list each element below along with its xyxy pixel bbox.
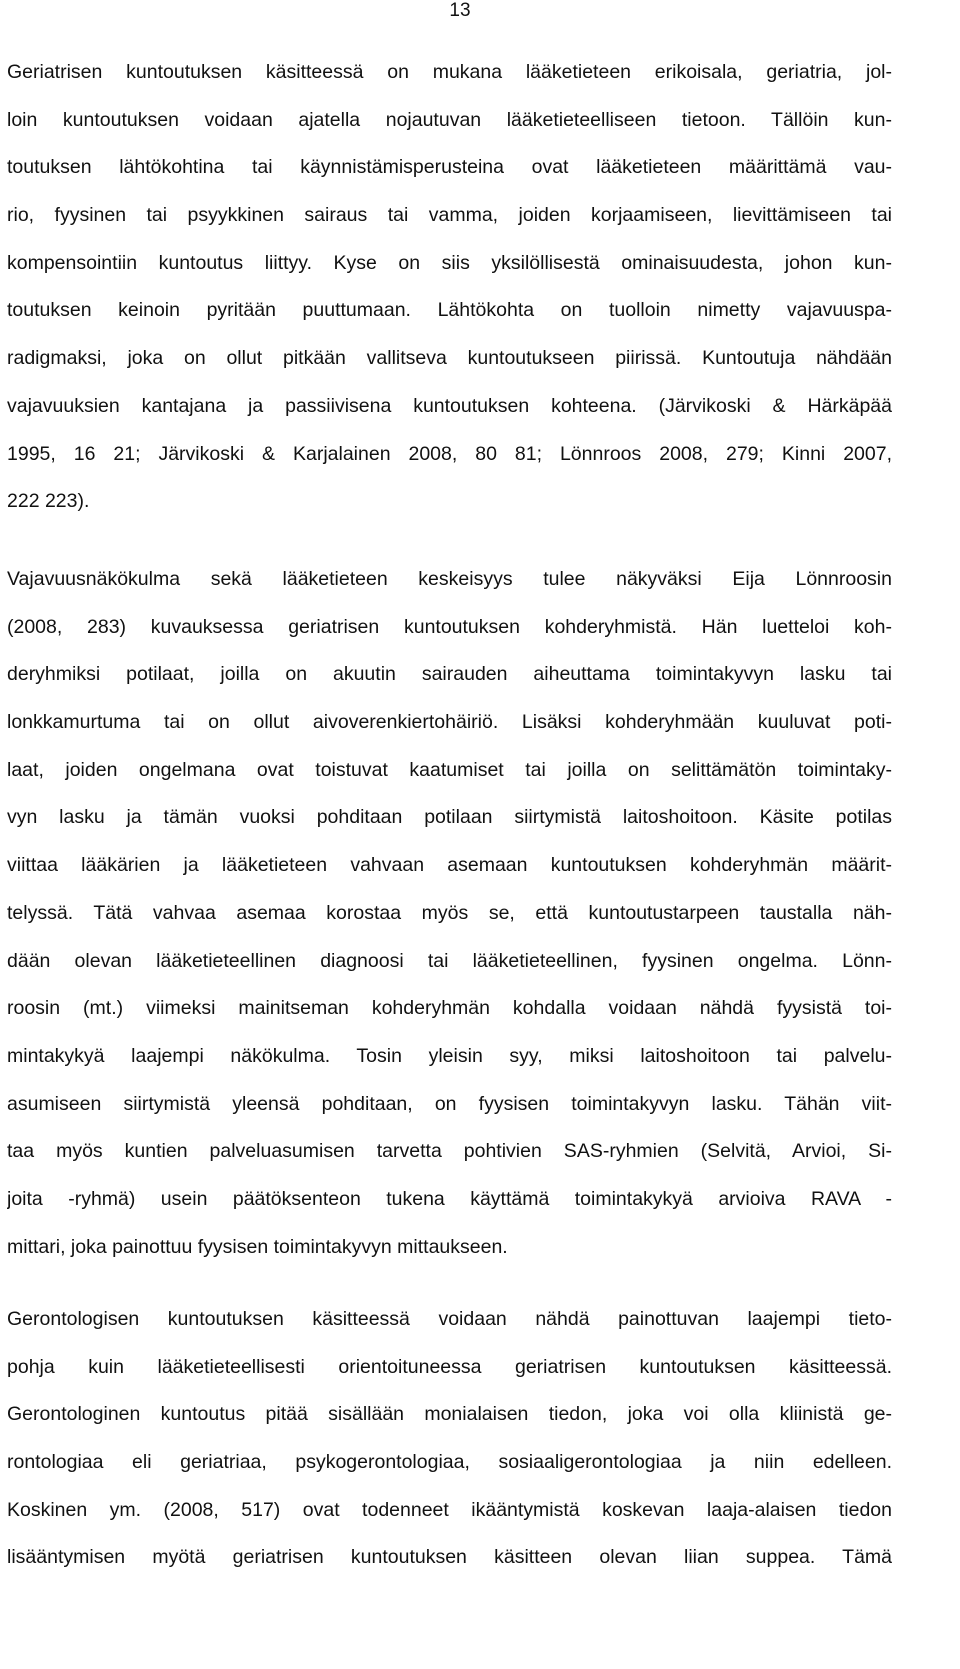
text-line: mintakykyä laajempi näkökulma. Tosin yleisin syy, miksi laitoshoitoon tai palvelu-	[7, 1044, 892, 1067]
text-line: radigmaksi, joka on ollut pitkään vallitseva kuntoutukseen piirissä. Kuntoutuja nähdään	[7, 347, 892, 370]
text-line: lonkkamurtuma tai on ollut aivoverenkiertohäiriö. Lisäksi kohderyhmään kuuluvat poti-	[7, 711, 892, 734]
text-line: Gerontologinen kuntoutus pitää sisällään monialaisen tiedon, joka voi olla kliinistä ge-	[7, 1403, 892, 1426]
text-line: joita -ryhmä) usein päätöksenteon tukena käyttämä toimintakykyä arvioiva RAVA -	[7, 1187, 892, 1210]
text-line: rontologiaa eli geriatriaa, psykogerontologiaa, sosiaaligerontologiaa ja niin edelleen.	[7, 1451, 892, 1474]
text-line: dään olevan lääketieteellinen diagnoosi tai lääketieteellinen, fyysinen ongelma. Lönn-	[7, 949, 892, 972]
text-line: asumiseen siirtymistä yleensä pohditaan, on fyysisen toimintakyvyn lasku. Tähän viit-	[7, 1092, 892, 1115]
text-line: vajavuuksien kantajana ja passiivisena kuntoutuksen kohteena. (Järvikoski & Härkäpää	[7, 394, 892, 417]
text-line: lisääntymisen myötä geriatrisen kuntoutuksen käsitteen olevan liian suppea. Tämä	[7, 1546, 892, 1569]
paragraph-1	[7, 49, 892, 526]
paragraph-2	[7, 556, 892, 1271]
text-line: rio, fyysinen tai psyykkinen sairaus tai vamma, joiden korjaamiseen, lievittämiseen tai	[7, 204, 892, 227]
text-line: Koskinen ym. (2008, 517) ovat todenneet ikääntymistä koskevan laaja-alaisen tiedon	[7, 1498, 892, 1521]
text-line: pohja kuin lääketieteellisesti orientoituneessa geriatrisen kuntoutuksen käsitteessä.	[7, 1355, 892, 1378]
text-line: viittaa lääkärien ja lääketieteen vahvaan asemaan kuntoutuksen kohderyhmän määrit-	[7, 854, 892, 877]
text-line: toutuksen lähtökohtina tai käynnistämisperusteina ovat lääketieteen määrittämä vau-	[7, 156, 892, 179]
text-line: mittari, joka painottuu fyysisen toimintakyvyn mittaukseen.	[7, 1235, 508, 1258]
text-line: Gerontologisen kuntoutuksen käsitteessä voidaan nähdä painottuvan laajempi tieto-	[7, 1308, 892, 1330]
text-line: toutuksen keinoin pyritään puuttumaan. Lähtökohta on tuolloin nimetty vajavuuspa-	[7, 299, 892, 322]
text-line: (2008, 283) kuvauksessa geriatrisen kuntoutuksen kohderyhmistä. Hän luetteloi koh-	[7, 615, 892, 638]
text-line: laat, joiden ongelmana ovat toistuvat kaatumiset tai joilla on selittämätön toimintaky-	[7, 758, 892, 781]
text-line: loin kuntoutuksen voidaan ajatella nojautuvan lääketieteelliseen tietoon. Tällöin kun-	[7, 108, 892, 131]
paragraph-3	[7, 1296, 892, 1582]
text-line: vyn lasku ja tämän vuoksi pohditaan potilaan siirtymistä laitoshoitoon. Käsite potilas	[7, 806, 892, 829]
text-line: Vajavuusnäkökulma sekä lääketieteen keskeisyys tulee näkyväksi Eija Lönnroosin	[7, 568, 892, 590]
text-line: 1995, 16 21; Järvikoski & Karjalainen 2008, 80 81; Lönnroos 2008, 279; Kinni 2007,	[7, 442, 892, 465]
page-number: 13	[449, 0, 471, 21]
text-line: deryhmiksi potilaat, joilla on akuutin sairauden aiheuttama toimintakyvyn lasku tai	[7, 663, 892, 686]
text-line: taa myös kuntien palveluasumisen tarvetta pohtivien SAS-ryhmien (Selvitä, Arvioi, Si-	[7, 1140, 892, 1163]
text-line: 222 223).	[7, 490, 90, 513]
text-line: kompensointiin kuntoutus liittyy. Kyse on siis yksilöllisestä ominaisuudesta, johon kun-	[7, 251, 892, 274]
text-line: telyssä. Tätä vahvaa asemaa korostaa myös se, että kuntoutustarpeen taustalla näh-	[7, 901, 892, 924]
text-line: roosin (mt.) viimeksi mainitseman kohderyhmän kohdalla voidaan nähdä fyysistä toi-	[7, 997, 892, 1020]
text-line: Geriatrisen kuntoutuksen käsitteessä on mukana lääketieteen erikoisala, geriatria, jol-	[7, 61, 892, 83]
